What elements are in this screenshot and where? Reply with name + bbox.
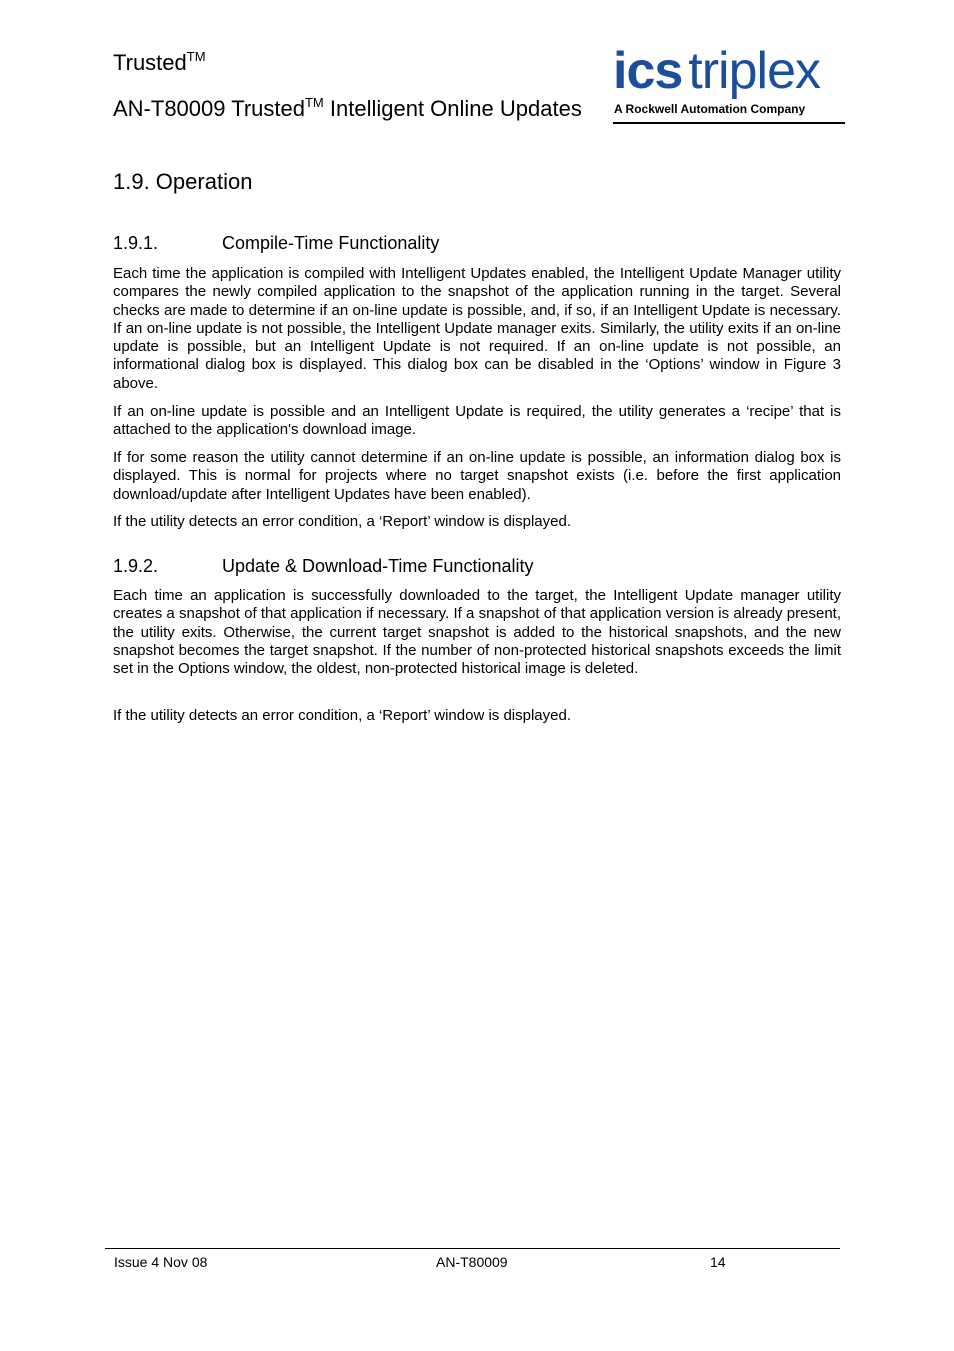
subsection-heading-compile-time xyxy=(113,231,439,255)
section-heading: 1.9. Operation xyxy=(113,169,253,194)
footer-divider xyxy=(105,1248,840,1249)
header-doc-prefix: AN-T80009 Trusted xyxy=(113,96,305,121)
logo-wordmark xyxy=(613,42,820,100)
trademark-mark: TM xyxy=(304,95,324,110)
paragraph: Each time an application is successfully downloaded to the target, the Intelligent Update manager utility creates a snapshot of that application if necessary. If a snapshot of that application version is already present, the utility exits. Otherwise, the current target snapshot is added to the historical snapshots, and the new snapshot becomes the target snapshot. If the number of non-protected historical snapshots exceeds the limit set in the Options window, the oldest, non-protected historical image is deleted. xyxy=(113,587,841,678)
footer-doc-id: AN-T80009 xyxy=(436,1254,508,1270)
logo-triplex-text: triplex xyxy=(688,42,821,100)
header-document-title xyxy=(113,94,582,124)
logo-tagline: A Rockwell Automation Company xyxy=(614,102,806,116)
header-doc-suffix: Intelligent Online Updates xyxy=(323,96,582,121)
subsection-number: 1.9.2. xyxy=(113,556,159,576)
trademark-mark: TM xyxy=(186,49,206,64)
header-product-title xyxy=(113,48,206,78)
paragraph: If the utility detects an error condition, a ‘Report’ window is displayed. xyxy=(113,707,572,724)
paragraph: If an on-line update is possible and an Intelligent Update is required, the utility generates a ‘recipe’ that is attached to the application's download image. xyxy=(113,403,841,439)
footer-issue: Issue 4 Nov 08 xyxy=(114,1254,208,1270)
subsection-heading-update-download xyxy=(113,554,533,578)
company-logo xyxy=(613,42,845,126)
paragraph: If for some reason the utility cannot determine if an on-line update is possible, an information dialog box is displayed. This is normal for projects where no target snapshot exists (i.e. before the first application download/update after Intelligent Updates have been enabled). xyxy=(113,449,841,503)
subsection-title: Compile-Time Functionality xyxy=(222,233,440,253)
paragraph: If the utility detects an error condition, a ‘Report’ window is displayed. xyxy=(113,513,572,530)
header-product-name: Trusted xyxy=(113,50,187,75)
subsection-title: Update & Download-Time Functionality xyxy=(222,556,534,576)
logo-underline xyxy=(613,122,845,124)
subsection-number: 1.9.1. xyxy=(113,233,159,253)
logo-ics-text: ics xyxy=(613,42,683,100)
paragraph: Each time the application is compiled with Intelligent Updates enabled, the Intelligent Update Manager utility compares the newly compiled application to the snapshot of the application running in the target. Several checks are made to determine if an on-line update is possible, and, if so, if an Intelligent Update is necessary. If an on-line update is not possible, the Intelligent Update manager exits. Similarly, the utility exits if an on-line update is possible, but an Intelligent Update is not required. If an on-line update is not possible, an informational dialog box is displayed. This dialog box can be disabled in the ‘Options’ window in Figure 3 above. xyxy=(113,265,841,392)
footer-page-number: 14 xyxy=(710,1254,726,1270)
